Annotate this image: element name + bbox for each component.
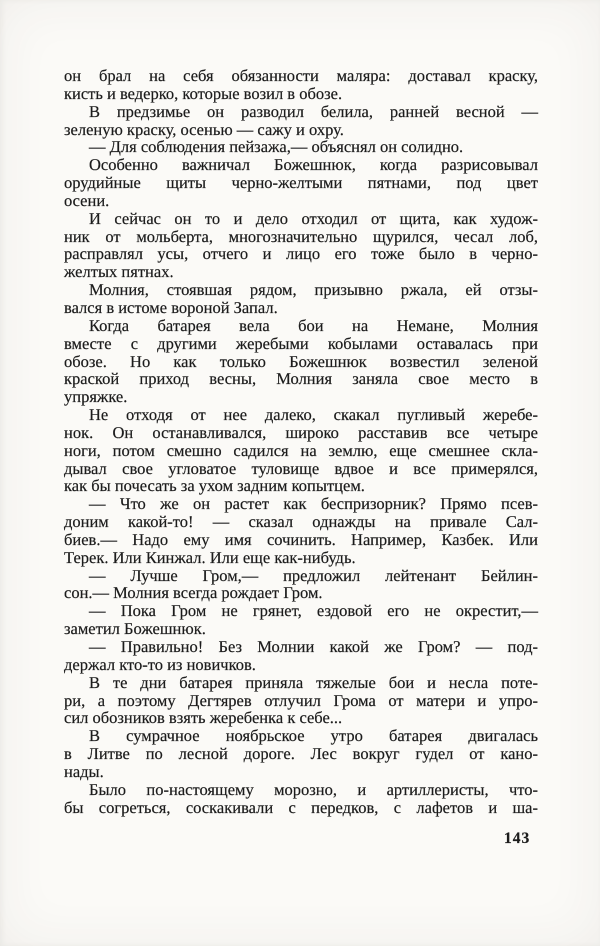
text-line: держал кто-то из новичков.	[64, 654, 256, 674]
text-line: доним какой-то! — сказал однажды на привале Сал-	[64, 512, 538, 532]
text-line: краской приход весны, Молния заняла свое место в	[64, 369, 538, 389]
text-line: В сумрачное ноябрьское утро батарея двигалась	[89, 726, 538, 746]
text-line: В те дни батарея приняла тяжелые бои и несла поте-	[89, 672, 538, 692]
text-line: ри, а поэтому Дегтярев отлучил Грома от матери и упро-	[64, 690, 538, 710]
text-line: нок. Он останавливался, широко расставив все четыре	[64, 422, 538, 442]
text-line: осени.	[64, 190, 110, 210]
text-line: — Правильно! Без Молнии какой же Гром? — под-	[89, 637, 538, 656]
text-line: ник от мольберта, многозначительно щурился, чесал лоб,	[64, 226, 538, 246]
text-line: биев.— Надо ему имя сочинить. Например, Казбек. Или	[64, 529, 538, 549]
text-line: Когда батарея вела бои на Немане, Молния	[89, 315, 538, 335]
text-line: Молния, стоявшая рядом, призывно ржала, ей отзы-	[89, 280, 538, 300]
text-line: орудийные щиты черно-желтыми пятнами, под цвет	[64, 173, 538, 193]
text-line: кисть и ведерко, которые возил в обозе.	[64, 83, 343, 103]
text-line: — Пока Гром не грянет, ездовой его не окрестит,—	[89, 601, 538, 621]
text-line: как бы почесать за ухом задним копытцем.	[64, 476, 365, 496]
text-line: вместе с другими жеребыми кобылами оставалась при	[64, 333, 538, 353]
text-line: в Литве по лесной дороге. Лес вокруг гудел от кано-	[64, 744, 538, 764]
text-line: он брал на себя обязанности маляра: доставал краску,	[64, 66, 538, 85]
text-line: И сейчас он то и дело отходил от щита, как худож-	[89, 208, 538, 228]
text-line: ноги, потом смешно садился на землю, еще смешнее скла-	[64, 440, 538, 460]
text-line: зеленую краску, осенью — сажу и охру.	[64, 119, 344, 139]
text-line: упряжке.	[64, 387, 128, 407]
text-line: дывал свое угловатое туловище вдвое и все примерялся,	[64, 458, 538, 478]
text-line: вался в истоме вороной Запал.	[64, 297, 278, 317]
text-block	[64, 67, 538, 816]
text-line: Было по-настоящему морозно, и артиллеристы, что-	[89, 779, 538, 799]
text-line: Терек. Или Кинжал. Или еще как-нибудь.	[64, 547, 356, 567]
text-line: нады.	[64, 761, 104, 781]
text-line: бы согреться, соскакивали с передков, с лафетов и ша-	[64, 797, 538, 817]
text-line: — Лучше Гром,— предложил лейтенант Бейлин-	[89, 565, 538, 585]
text-line: сон.— Молния всегда рождает Гром.	[64, 583, 323, 603]
text-line: обозе. Но как только Божешнюк возвестил зеленой	[64, 351, 538, 371]
text-line: заметил Божешнюк.	[64, 619, 206, 639]
text-line: В предзимье он разводил белила, ранней весной —	[89, 101, 538, 121]
text-line: — Для соблюдения пейзажа,— объяснял он солидно.	[89, 137, 464, 157]
text-line: расправлял усы, отчего и лицо его тоже было в черно-	[64, 244, 538, 264]
page-number: 143	[504, 830, 531, 847]
text-line: Не отходя от нее далеко, скакал пугливый жеребе-	[89, 405, 538, 425]
text-line: — Что же он растет как беспризорник? Прямо псев-	[89, 494, 538, 514]
text-line: желтых пятнах.	[64, 262, 174, 282]
text-line: сил обозников взять жеребенка к себе...	[64, 708, 343, 728]
text-line: Особенно важничал Божешнюк, когда разрисовывал	[89, 155, 538, 175]
